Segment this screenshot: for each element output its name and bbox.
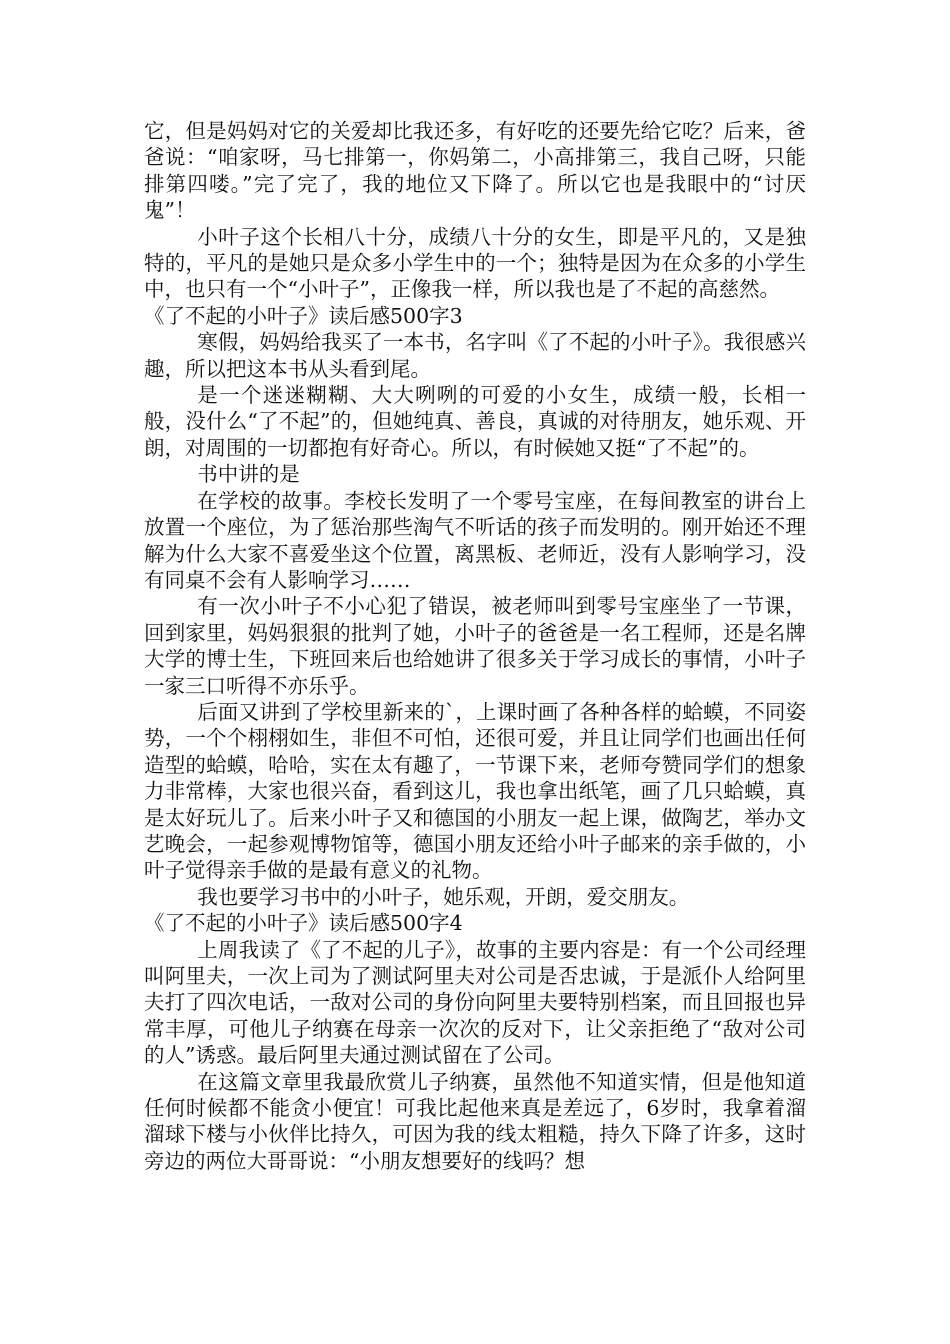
section-heading: 《了不起的小叶子》读后感500字3	[144, 303, 463, 328]
paragraph: 在学校的故事。李校长发明了一个零号宝座，在每间教室的讲台上放置一个座位，为了惩治那些淘气不听话的孩子而发明的。刚开始还不理解为什么大家不喜爱坐这个位置，离黑板、老师近，没有人影响学习，没有同桌不会有人影响学习……	[144, 488, 806, 592]
paragraph: 后面又讲到了学校里新来的`，上课时画了各种各样的蛤蟆，不同姿势，一个个栩栩如生，非但不可怕，还很可爱，并且让同学们也画出任何造型的蛤蟆，哈哈，实在太有趣了，一节课下来，老师夸赞同学们的想象力非常棒，大家也很兴奋，看到这儿，我也拿出纸笔，画了几只蛤蟆，真是太好玩儿了。后来小叶子又和德国的小朋友一起上课，做陶艺，举办文艺晚会，一起参观博物馆等，德国小朋友还给小叶子邮来的亲手做的，小叶子觉得亲手做的是最有意义的礼物。	[144, 699, 806, 883]
paragraph: 小叶子这个长相八十分，成绩八十分的女生，即是平凡的，又是独特的，平凡的是她只是众多小学生中的一个；独特是因为在众多的小学生中，也只有一个“小叶子”，正像我一样，所以我也是了不起的高慈然。	[144, 224, 806, 302]
paragraph: 寒假，妈妈给我买了一本书，名字叫《了不起的小叶子》。我很感兴趣，所以把这本书从头看到尾。	[144, 330, 806, 381]
section-heading: 《了不起的小叶子》读后感500字4	[144, 911, 463, 936]
document-page	[144, 118, 806, 1174]
paragraph: 是一个迷迷糊糊、大大咧咧的可爱的小女生，成绩一般，长相一般，没什么“了不起”的，但她纯真、善良，真诚的对待朋友，她乐观、开朗，对周围的一切都抱有好奇心。所以，有时候她又挺“了不起”的。	[144, 383, 806, 460]
paragraph: 它，但是妈妈对它的关爱却比我还多，有好吃的还要先给它吃？后来，爸爸说：“咱家呀，马七排第一，你妈第二，小高排第三，我自己呀，只能排第四喽。”完了完了，我的地位又下降了。所以它也是我眼中的“讨厌鬼”！	[144, 119, 806, 223]
paragraph: 在这篇文章里我最欣赏儿子纳赛，虽然他不知道实情，但是他知道任何时候都不能贪小便宜！可我比起他来真是差远了，6岁时，我拿着溜溜球下楼与小伙伴比持久，可因为我的线太粗糙，持久下降了许多，这时旁边的两位大哥哥说：“小朋友想要好的线吗？想	[144, 1069, 806, 1173]
paragraph: 我也要学习书中的小叶子，她乐观，开朗，爱交朋友。	[197, 884, 690, 909]
paragraph: 有一次小叶子不小心犯了错误，被老师叫到零号宝座坐了一节课，回到家里，妈妈狠狠的批判了她，小叶子的爸爸是一名工程师，还是名牌大学的博士生，下班回来后也给她讲了很多关于学习成长的事情，小叶子一家三口听得不亦乐乎。	[144, 594, 806, 698]
paragraph: 上周我读了《了不起的儿子》，故事的主要内容是：有一个公司经理叫阿里夫，一次上司为了测试阿里夫对公司是否忠诚，于是派仆人给阿里夫打了四次电话，一敌对公司的身份向阿里夫要特别档案，而且回报也异常丰厚，可他儿子纳赛在母亲一次次的反对下，让父亲拒绝了“敌对公司的人”诱惑。最后阿里夫通过测试留在了公司。	[144, 937, 806, 1068]
paragraph: 书中讲的是	[197, 462, 300, 487]
